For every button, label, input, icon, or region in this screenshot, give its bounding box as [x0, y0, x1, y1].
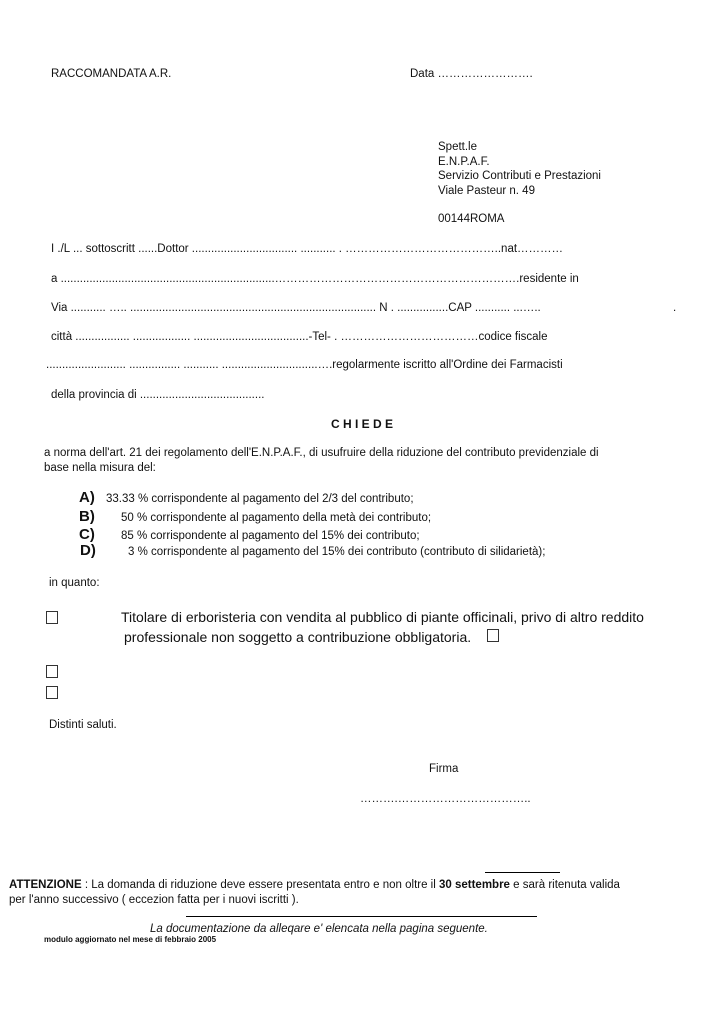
- attention-notice-line-2: per l'anno successivo ( eccezion fatta per i nuovi iscritti ).: [9, 894, 299, 906]
- attention-text-2: e sarà ritenuta valida: [509, 879, 620, 891]
- reason-intro: in quanto:: [49, 577, 100, 589]
- footer-rule-long: [186, 916, 537, 917]
- address-line-4: Viale Pasteur n. 49: [438, 185, 535, 197]
- attention-label: ATTENZIONE: [9, 879, 82, 891]
- form-line-address[interactable]: Via ........... ….. ............................................................................. N . ................CAP ........... ...…..: [51, 302, 541, 314]
- form-line-address-end: .: [673, 302, 677, 314]
- form-line-birthplace[interactable]: a ...................................................................……………………………………………………….residente in: [51, 273, 579, 285]
- form-line-province[interactable]: della provincia di .......................................: [51, 389, 265, 401]
- body-paragraph-line-2: base nella misura del:: [44, 462, 156, 474]
- attention-text-1: : La domanda di riduzione deve essere presentata entro e non oltre il: [81, 879, 439, 891]
- reason-line-2: professionale non soggetto a contribuzione obbligatoria.: [124, 629, 472, 645]
- reason-line-1: Titolare di erboristeria con vendita al pubblico di piante officinali, privo di altro reddito: [121, 609, 644, 625]
- option-b-label: B): [79, 508, 95, 525]
- address-line-5: 00144ROMA: [438, 213, 505, 225]
- address-line-1: Spett.le: [438, 141, 477, 153]
- form-line-name[interactable]: I ./L ... sottoscritt ......Dottor ................................. ........... . …………………………………..nat…………: [51, 243, 564, 255]
- option-c-label: C): [79, 526, 95, 543]
- attention-deadline: 30 settembre: [439, 879, 510, 891]
- footer-rule-short: [485, 872, 560, 873]
- address-line-2: E.N.P.A.F.: [438, 156, 490, 168]
- documentation-note: La documentazione da alleqare e' elencata nella pagina seguente.: [150, 923, 488, 935]
- form-line-fiscal-code[interactable]: ......................... ................ ........... ..............................….regolarmente iscritto all'Ordine dei Farmacisti: [46, 359, 563, 371]
- body-paragraph-line-1: a norma dell'art. 21 dei regolamento dell'E.N.P.A.F., di usufruire della riduzione del contributo previdenziale di: [44, 447, 599, 459]
- option-a-label: A): [79, 489, 95, 506]
- form-version-note: modulo aggiornato nel mese di febbraio 2005: [44, 935, 217, 944]
- option-a-text: 33.33 % corrispondente al pagamento del 2/3 del contributo;: [106, 493, 414, 505]
- address-line-3: Servizio Contributi e Prestazioni: [438, 170, 601, 182]
- date-field[interactable]: Data …………………….: [410, 68, 533, 80]
- option-d-label: D): [80, 542, 96, 559]
- signature-label: Firma: [429, 763, 459, 775]
- option-c-text: 85 % corrispondente al pagamento del 15% dei contributo;: [121, 530, 420, 542]
- attention-notice-line-1: [9, 878, 620, 892]
- checkbox-professional[interactable]: [487, 629, 499, 642]
- checkbox-extra-1[interactable]: [46, 665, 58, 678]
- option-b-text: 50 % corrispondente al pagamento della metà dei contributo;: [121, 512, 432, 524]
- checkbox-extra-2[interactable]: [46, 686, 58, 699]
- checkbox-herbalist[interactable]: [46, 611, 58, 624]
- request-heading: C H I E D E: [331, 417, 394, 431]
- option-d-text: 3 % corrispondente al pagamento del 15% dei contributo (contributo di silidarietà);: [128, 546, 546, 558]
- form-line-city[interactable]: città ................. .................. ....................................-Tel- . ………………………………codice fiscale: [51, 331, 548, 343]
- signature-line[interactable]: ……….……………………………..: [360, 793, 531, 805]
- closing-greeting: Distinti saluti.: [49, 719, 117, 731]
- registered-mail-label: RACCOMANDATA A.R.: [51, 68, 172, 80]
